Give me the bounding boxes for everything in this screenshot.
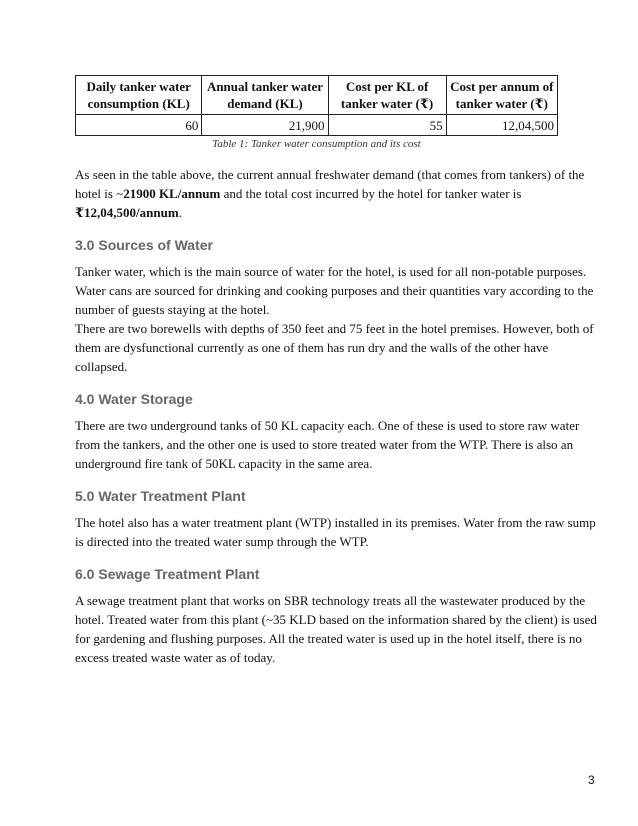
header-line: Annual tanker water — [206, 79, 323, 94]
intro-text: and the total cost incurred by the hotel for tanker water is — [220, 186, 522, 201]
table-cell: 60 — [76, 115, 202, 136]
table-header-row — [76, 76, 558, 115]
table-row — [76, 115, 558, 136]
table-cell: 55 — [328, 115, 446, 136]
page-number: 3 — [588, 773, 595, 787]
header-line: tanker water (₹) — [340, 96, 434, 111]
document-body — [75, 165, 597, 677]
header-line: Cost per annum of — [450, 79, 554, 94]
tanker-water-table — [75, 75, 558, 136]
header-line: Cost per KL of — [345, 79, 429, 94]
intro-text: As seen in the table above, the current annual freshwater demand (that comes from tankers) of the hotel is ~ — [75, 167, 585, 201]
header-line: tanker water (₹) — [455, 96, 548, 111]
annual-cost-value: ₹12,04,500/annum — [75, 205, 179, 220]
intro-paragraph — [75, 165, 597, 222]
table-header-cell — [328, 76, 446, 115]
header-line: Daily tanker water — [86, 79, 191, 94]
section-paragraph: Tanker water, which is the main source of water for the hotel, is used for all non-potable purposes. Water cans are sourced for drinking and cooking purposes and their quantities vary according to the number of guests staying at the hotel. — [75, 264, 594, 317]
section-heading: 5.0 Water Treatment Plant — [75, 488, 246, 504]
section-heading: 3.0 Sources of Water — [75, 237, 213, 253]
table-cell: 21,900 — [202, 115, 328, 136]
section-paragraph: There are two borewells with depths of 350 feet and 75 feet in the hotel premises. However, both of them are dysfunctional currently as one of them has run dry and the walls of the other have collapsed. — [75, 321, 594, 374]
table-cell: 12,04,500 — [446, 115, 557, 136]
header-line: demand (KL) — [227, 96, 303, 111]
section-paragraph: The hotel also has a water treatment plant (WTP) installed in its premises. Water from the raw sump is directed into the treated water sump through the WTP. — [75, 515, 596, 549]
table-header-cell — [446, 76, 557, 115]
header-line: consumption (KL) — [87, 96, 190, 111]
section-paragraph: A sewage treatment plant that works on SBR technology treats all the wastewater produced by the hotel. Treated water from this plant (~35 KLD based on the information shared by the client) is used for gardening and flushing purposes. All the treated water is used up in the hotel itself, there is no excess treated waste water as of today. — [75, 593, 597, 665]
section-paragraph: There are two underground tanks of 50 KL capacity each. One of these is used to store raw water from the tankers, and the other one is used to store treated water from the WTP. There is also an underground fire tank of 50KL capacity in the same area. — [75, 418, 580, 471]
table-header-cell — [202, 76, 328, 115]
table-caption: Table 1: Tanker water consumption and its cost — [212, 138, 421, 150]
section-heading: 6.0 Sewage Treatment Plant — [75, 566, 260, 582]
section-heading: 4.0 Water Storage — [75, 391, 193, 407]
annual-demand-value: 21900 KL/annum — [123, 186, 221, 201]
table-header-cell — [76, 76, 202, 115]
intro-text: . — [178, 205, 182, 220]
